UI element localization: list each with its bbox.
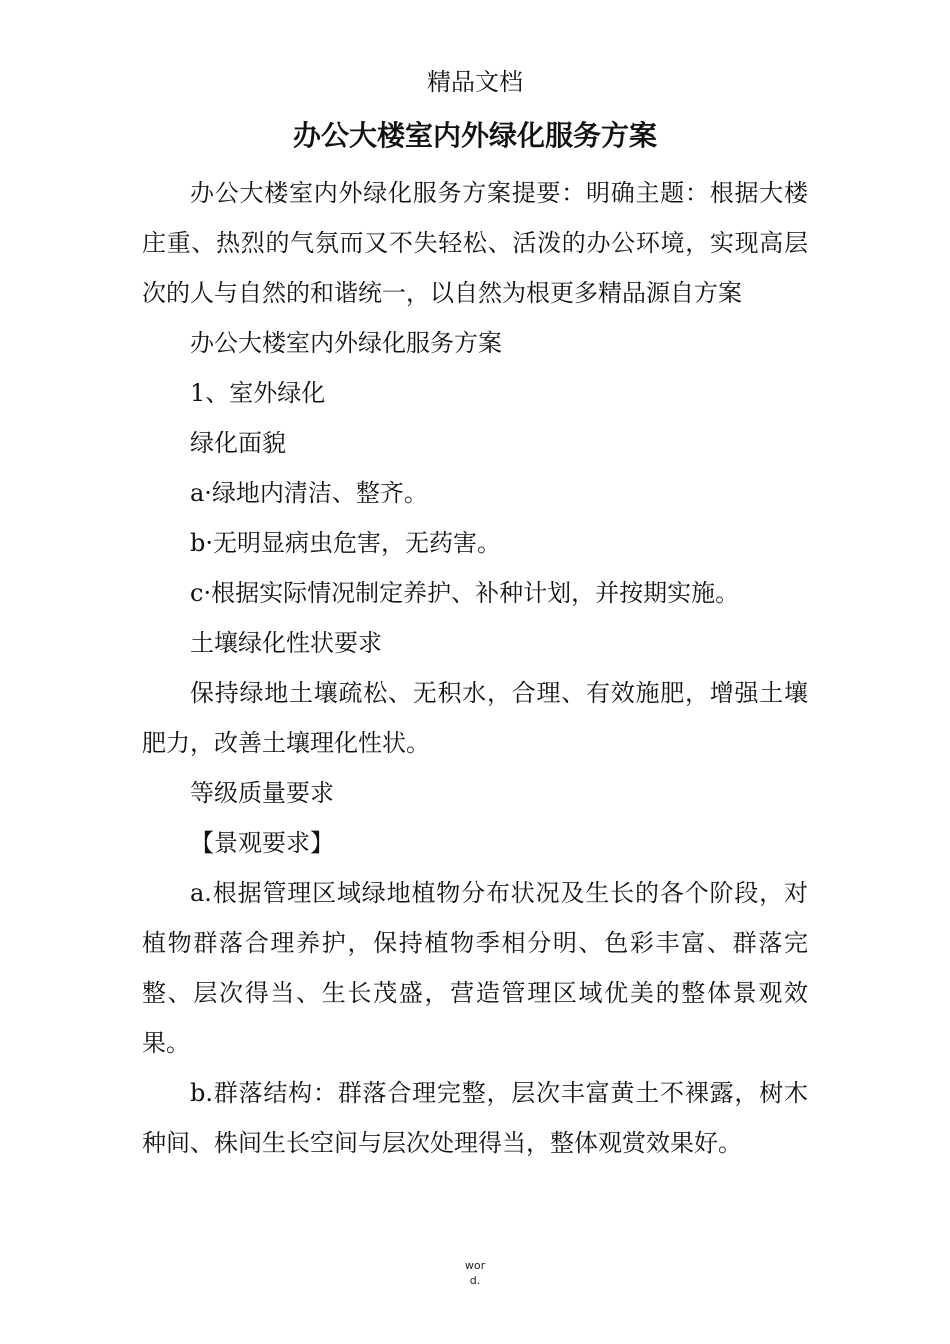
list-item-a: a·绿地内清洁、整齐。: [190, 479, 428, 507]
page-header: 精品文档: [427, 68, 523, 96]
paragraph-soil: 保持绿地土壤疏松、无积水，合理、有效施肥，增强土壤肥力，改善土壤理化性状。: [142, 679, 808, 757]
paragraph-summary: 办公大楼室内外绿化服务方案提要：明确主题：根据大楼庄重、热烈的气氛而又不失轻松、活泼的办公环境，实现高层次的人与自然的和谐统一，以自然为根更多精品源自方案: [142, 179, 808, 307]
subheading-appearance: 绿化面貌: [190, 429, 286, 457]
paragraph-landscape-a: a.根据管理区域绿地植物分布状况及生长的各个阶段，对植物群落合理养护，保持植物季相分明、色彩丰富、群落完整、层次得当、生长茂盛，营造管理区域优美的整体景观效果。: [142, 879, 808, 1057]
subheading-soil: 土壤绿化性状要求: [190, 629, 382, 657]
section-heading-outdoor: 1、室外绿化: [190, 379, 326, 407]
footer-line-1: wor: [464, 1259, 486, 1272]
footer-line-2: d.: [469, 1274, 481, 1287]
paragraph-landscape-b: b.群落结构：群落合理完整，层次丰富黄土不裸露，树木种间、株间生长空间与层次处理得当，整体观赏效果好。: [142, 1079, 808, 1157]
paragraph-subtitle: 办公大楼室内外绿化服务方案: [190, 329, 502, 357]
list-item-c: c·根据实际情况制定养护、补种计划，并按期实施。: [190, 579, 740, 607]
page-footer: [0, 1258, 950, 1288]
document-title: 办公大楼室内外绿化服务方案: [292, 119, 657, 152]
subheading-landscape: 【景观要求】: [190, 829, 334, 857]
subheading-quality: 等级质量要求: [190, 779, 334, 807]
list-item-b: b·无明显病虫危害，无药害。: [190, 529, 501, 557]
document-body: [142, 168, 808, 1168]
